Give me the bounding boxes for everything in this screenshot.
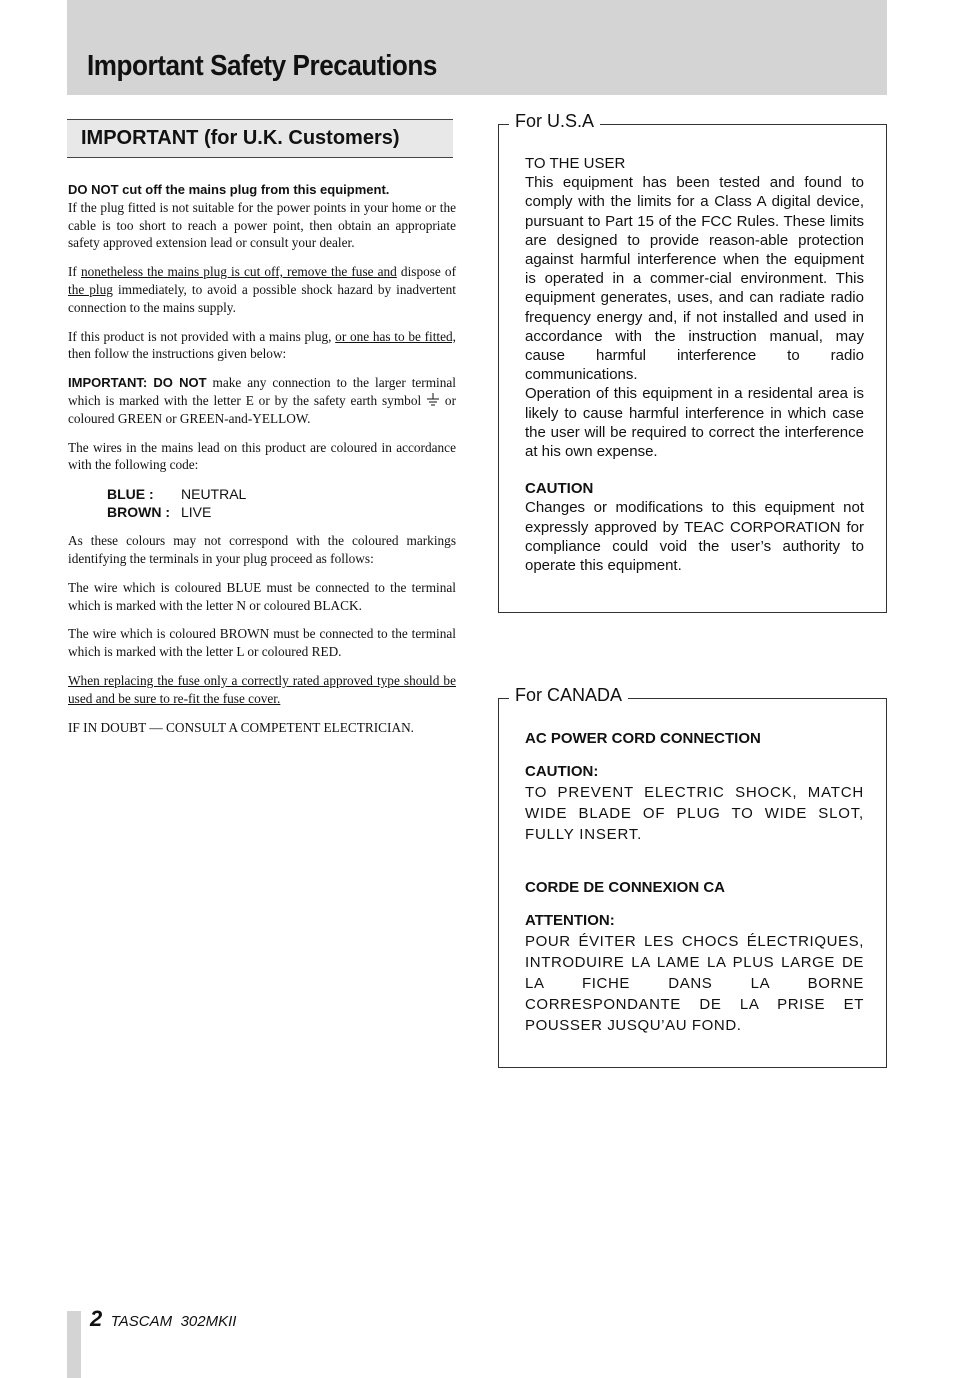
canada-en-heading: AC POWER CORD CONNECTION bbox=[525, 730, 761, 747]
uk-paragraph-4 bbox=[68, 374, 456, 427]
footer-bar bbox=[67, 1311, 81, 1378]
earth-ground-icon bbox=[426, 393, 440, 407]
uk-p4-text-b: or coloured GREEN or GREEN-and-YELLOW. bbox=[68, 392, 456, 426]
usa-body-1: This equipment has been tested and found to comply with the limits for a Class A digital device, pursuant to Part 15 of the FCC Rules. These limits are designed to provide reason-able protection against harmful interference when the equipment is operated in a commer-cial environment. This equipment generates, uses, and can radiate radio frequency energy and, if not installed and used in accordance with the instruction manual, may cause harmful interference to radio communications. bbox=[525, 174, 864, 384]
usa-body-2: Operation of this equipment in a residental area is likely to cause harmful interference in which case the user will be required to correct the interference at his own expense. bbox=[525, 385, 864, 461]
uk-p3-text-a: If this product is not provided with a mains plug, bbox=[68, 328, 336, 344]
page-title: Important Safety Precautions bbox=[87, 50, 437, 82]
canada-en-caution-body: TO PREVENT ELECTRIC SHOCK, MATCH WIDE BLADE OF PLUG TO WIDE SLOT, FULLY INSERT. bbox=[525, 784, 864, 843]
page-header bbox=[67, 0, 887, 95]
uk-section-heading-box bbox=[67, 119, 453, 158]
page-number: 2 bbox=[90, 1306, 103, 1331]
uk-p1-body: If the plug fitted is not suitable for the power points in your home or the cable is too short to reach a power point, then obtain an appropriate safety approved extension lead or consult your dealer. bbox=[68, 199, 456, 251]
canada-fr-attention-label: ATTENTION: bbox=[525, 912, 615, 929]
usa-section-box bbox=[498, 111, 887, 613]
wire-row bbox=[107, 485, 456, 503]
uk-p2-underline-2: the plug bbox=[68, 281, 113, 297]
uk-paragraph-7: The wire which is coloured BLUE must be connected to the terminal which is marked with the letter N or coloured BLACK. bbox=[68, 579, 456, 613]
uk-p3-underline: or one has to be fitted, bbox=[335, 328, 456, 344]
uk-paragraph-8: The wire which is coloured BROWN must be connected to the terminal which is marked with the letter L or coloured RED. bbox=[68, 626, 456, 660]
canada-section-legend: For CANADA bbox=[509, 685, 628, 706]
usa-caution-heading: CAUTION bbox=[525, 480, 594, 498]
uk-p1-lead: DO NOT cut off the mains plug from this equipment. bbox=[68, 182, 390, 197]
uk-section-heading: IMPORTANT (for U.K. Customers) bbox=[81, 127, 400, 149]
uk-paragraph-2 bbox=[68, 263, 456, 316]
uk-p2-underline-1: nonetheless the mains plug is cut off, remove the fuse and bbox=[80, 264, 397, 280]
canada-section-body bbox=[525, 728, 864, 1036]
usa-section-body bbox=[525, 154, 864, 575]
uk-paragraph-3 bbox=[68, 328, 456, 364]
footer-brand: TASCAM bbox=[110, 1313, 173, 1330]
wire-row bbox=[107, 503, 456, 521]
wire-value: NEUTRAL bbox=[181, 486, 247, 503]
usa-section-legend: For U.S.A bbox=[509, 111, 600, 132]
usa-to-user: TO THE USER bbox=[525, 155, 626, 172]
uk-p2-text-b: dispose of bbox=[396, 264, 456, 280]
canada-fr-heading: CORDE DE CONNEXION CA bbox=[525, 879, 726, 896]
footer-model: 302MKII bbox=[180, 1313, 237, 1330]
uk-p4-lead: IMPORTANT: DO NOT bbox=[68, 375, 207, 391]
uk-p2-text-a: If bbox=[68, 264, 81, 280]
uk-p2-text-c: immediately, to avoid a possible shock hazard by inadvertent connection to the mains supply. bbox=[68, 281, 456, 315]
wire-colour-code bbox=[107, 485, 456, 521]
uk-paragraph-10: IF IN DOUBT — CONSULT A COMPETENT ELECTRICIAN. bbox=[68, 719, 414, 735]
wire-value: LIVE bbox=[181, 504, 212, 521]
usa-caution-body: Changes or modifications to this equipment not expressly approved by TEAC CORPORATION for compliance could void the user’s authority to operate this equipment. bbox=[525, 499, 864, 575]
uk-paragraph-6: As these colours may not correspond with the coloured markings identifying the terminals in your plug proceed as follows: bbox=[68, 533, 456, 566]
uk-section-body bbox=[68, 181, 456, 747]
page-footer bbox=[90, 1306, 236, 1332]
uk-paragraph-1 bbox=[68, 181, 456, 252]
uk-paragraph-9: When replacing the fuse only a correctly rated approved type should be used and be sure to re-fit the fuse cover. bbox=[68, 672, 456, 706]
canada-en-caution-label: CAUTION: bbox=[525, 763, 599, 780]
wire-key: BLUE : bbox=[107, 486, 154, 503]
uk-p4-text-a: make any connection to the larger terminal which is marked with the letter E or by the safety earth symbol bbox=[68, 375, 456, 408]
canada-section-box bbox=[498, 685, 887, 1068]
wire-key: BROWN : bbox=[107, 504, 170, 521]
uk-p3-text-b: then follow the instructions given below: bbox=[68, 346, 287, 362]
uk-paragraph-5: The wires in the mains lead on this product are coloured in accordance with the following code: bbox=[68, 439, 456, 473]
canada-fr-attention-body: POUR ÉVITER LES CHOCS ÉLECTRIQUES, INTRODUIRE LA LAME LA PLUS LARGE DE LA FICHE DANS LA BORNE CORRESPONDANTE DE LA PRISE ET POUSSER JUSQU’AU FOND. bbox=[525, 933, 864, 1034]
